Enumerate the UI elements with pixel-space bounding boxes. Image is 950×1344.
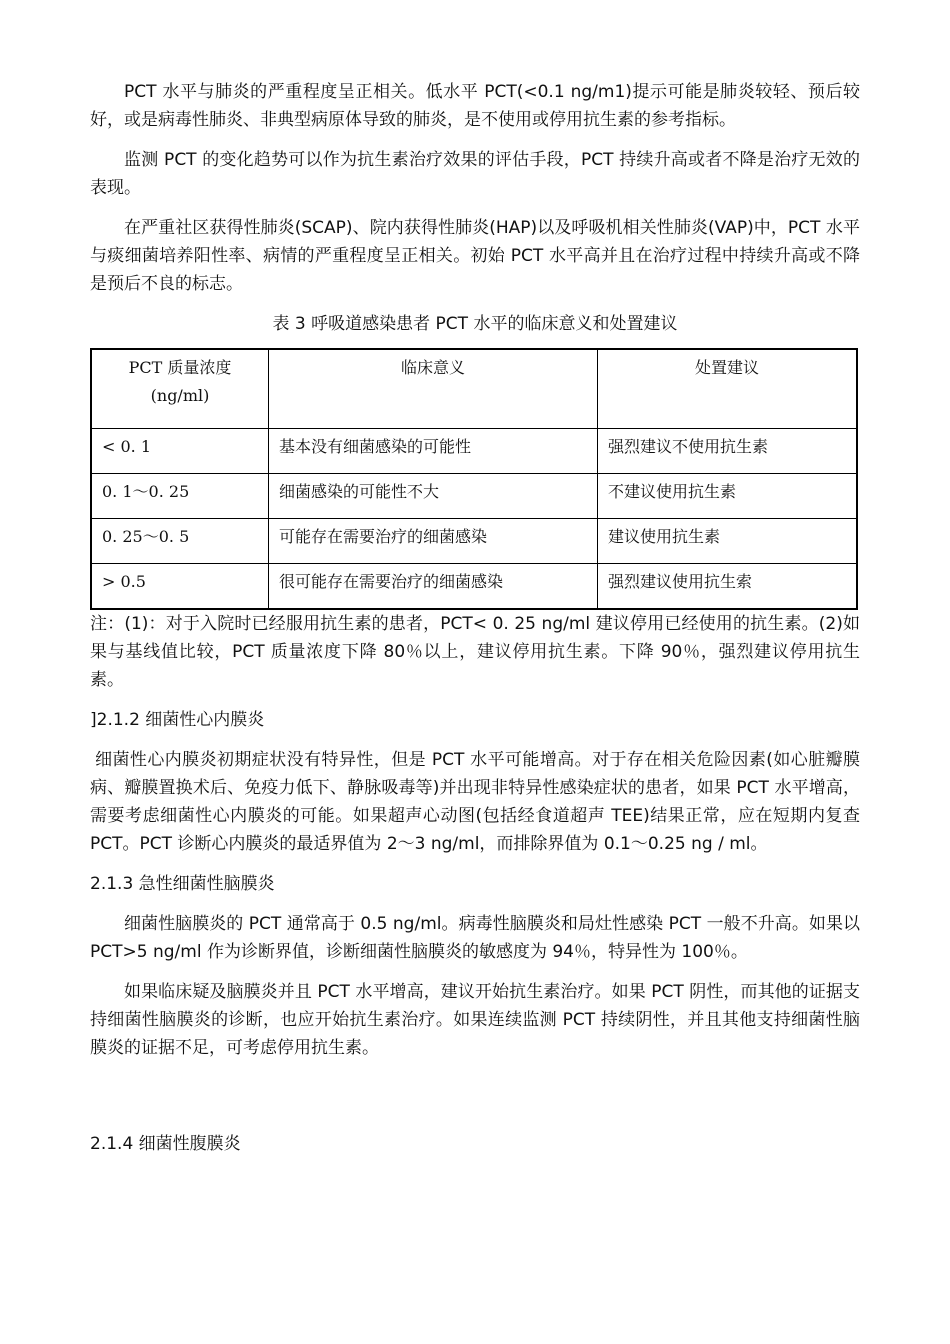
cell-pct-range: > 0.5 bbox=[91, 564, 269, 610]
paragraph-pct-trend: 监测 PCT 的变化趋势可以作为抗生素治疗效果的评估手段，PCT 持续升高或者不降是治疗无效的表现。 bbox=[90, 150, 860, 198]
document-page bbox=[90, 78, 860, 1158]
paragraph-pct-pneumonia: PCT 水平与肺炎的严重程度呈正相关。低水平 PCT(<0.1 ng/m1)提示可能是肺炎较轻、预后较好，或是病毒性肺炎、非典型病原体导致的肺炎，是不使用或停用抗生素的参考指标。 bbox=[90, 82, 860, 130]
cell-recommendation: 强烈建议使用抗生索 bbox=[598, 564, 858, 610]
cell-pct-range: < 0. 1 bbox=[91, 429, 269, 474]
table-caption: 表 3 呼吸道感染患者 PCT 水平的临床意义和处置建议 bbox=[272, 314, 678, 334]
header-pct-label: PCT 质量浓度 bbox=[128, 358, 232, 377]
section-heading-peritonitis: 2.1.4 细菌性腹膜炎 bbox=[90, 1134, 241, 1154]
cell-clinical-meaning: 细菌感染的可能性不大 bbox=[269, 474, 598, 519]
table-note: 注：(1)：对于入院时已经服用抗生素的患者，PCT< 0. 25 ng/ml 建议停用已经使用的抗生素。(2)如果与基线值比较，PCT 质量浓度下降 80％以上，建议停用抗生素。下降 90％，强烈建议停用抗生素。 bbox=[90, 614, 860, 690]
cell-pct-range: 0. 25～0. 5 bbox=[91, 519, 269, 564]
paragraph-meningitis-pct: 细菌性脑膜炎的 PCT 通常高于 0.5 ng/ml。病毒性脑膜炎和局灶性感染 PCT 一般不升高。如果以 PCT>5 ng/ml 作为诊断界值，诊断细菌性脑膜炎的敏感度为 94％，特异性为 100％。 bbox=[90, 914, 860, 962]
cell-clinical-meaning: 很可能存在需要治疗的细菌感染 bbox=[269, 564, 598, 610]
table-row bbox=[91, 429, 857, 474]
paragraph-meningitis-treatment: 如果临床疑及脑膜炎并且 PCT 水平增高，建议开始抗生素治疗。如果 PCT 阴性，而其他的证据支持细菌性脑膜炎的诊断，也应开始抗生素治疗。如果连续监测 PCT 持续阴性，并且其他支持细菌性脑膜炎的证据不足，可考虑停用抗生素。 bbox=[90, 982, 860, 1058]
cell-recommendation: 强烈建议不使用抗生素 bbox=[598, 429, 858, 474]
header-pct-unit: (ng/ml) bbox=[150, 386, 210, 405]
cell-recommendation: 建议使用抗生素 bbox=[598, 519, 858, 564]
table-row bbox=[91, 519, 857, 564]
cell-clinical-meaning: 可能存在需要治疗的细菌感染 bbox=[269, 519, 598, 564]
table-header-row bbox=[91, 349, 857, 429]
table-row bbox=[91, 564, 857, 610]
table-row bbox=[91, 474, 857, 519]
pct-table bbox=[90, 348, 858, 610]
paragraph-endocarditis: 细菌性心内膜炎初期症状没有特异性，但是 PCT 水平可能增高。对于存在相关危险因素(如心脏瓣膜病、瓣膜置换术后、免疫力低下、静脉吸毒等)并出现非特异性感染症状的患者，如果 PCT 水平增高，需要考虑细菌性心内膜炎的可能。如果超声心动图(包括经食道超声 TEE)结果正常，应在短期内复查 PCT。PCT 诊断心内膜炎的最适界值为 2～3 ng/ml，而排除界值为 0.1～0.25 ng / ml。 bbox=[90, 750, 860, 854]
section-heading-endocarditis: ]2.1.2 细菌性心内膜炎 bbox=[90, 710, 265, 730]
cell-pct-range: 0. 1～0. 25 bbox=[91, 474, 269, 519]
section-heading-meningitis: 2.1.3 急性细菌性脑膜炎 bbox=[90, 874, 275, 894]
header-clinical-meaning: 临床意义 bbox=[269, 349, 598, 429]
cell-clinical-meaning: 基本没有细菌感染的可能性 bbox=[269, 429, 598, 474]
header-recommendation: 处置建议 bbox=[598, 349, 858, 429]
paragraph-pct-scap: 在严重社区获得性肺炎(SCAP)、院内获得性肺炎(HAP)以及呼吸机相关性肺炎(VAP)中，PCT 水平与痰细菌培养阳性率、病情的严重程度呈正相关。初始 PCT 水平高并且在治疗过程中持续升高或不降是预后不良的标志。 bbox=[90, 218, 860, 294]
cell-recommendation: 不建议使用抗生素 bbox=[598, 474, 858, 519]
header-pct-concentration bbox=[91, 349, 269, 429]
